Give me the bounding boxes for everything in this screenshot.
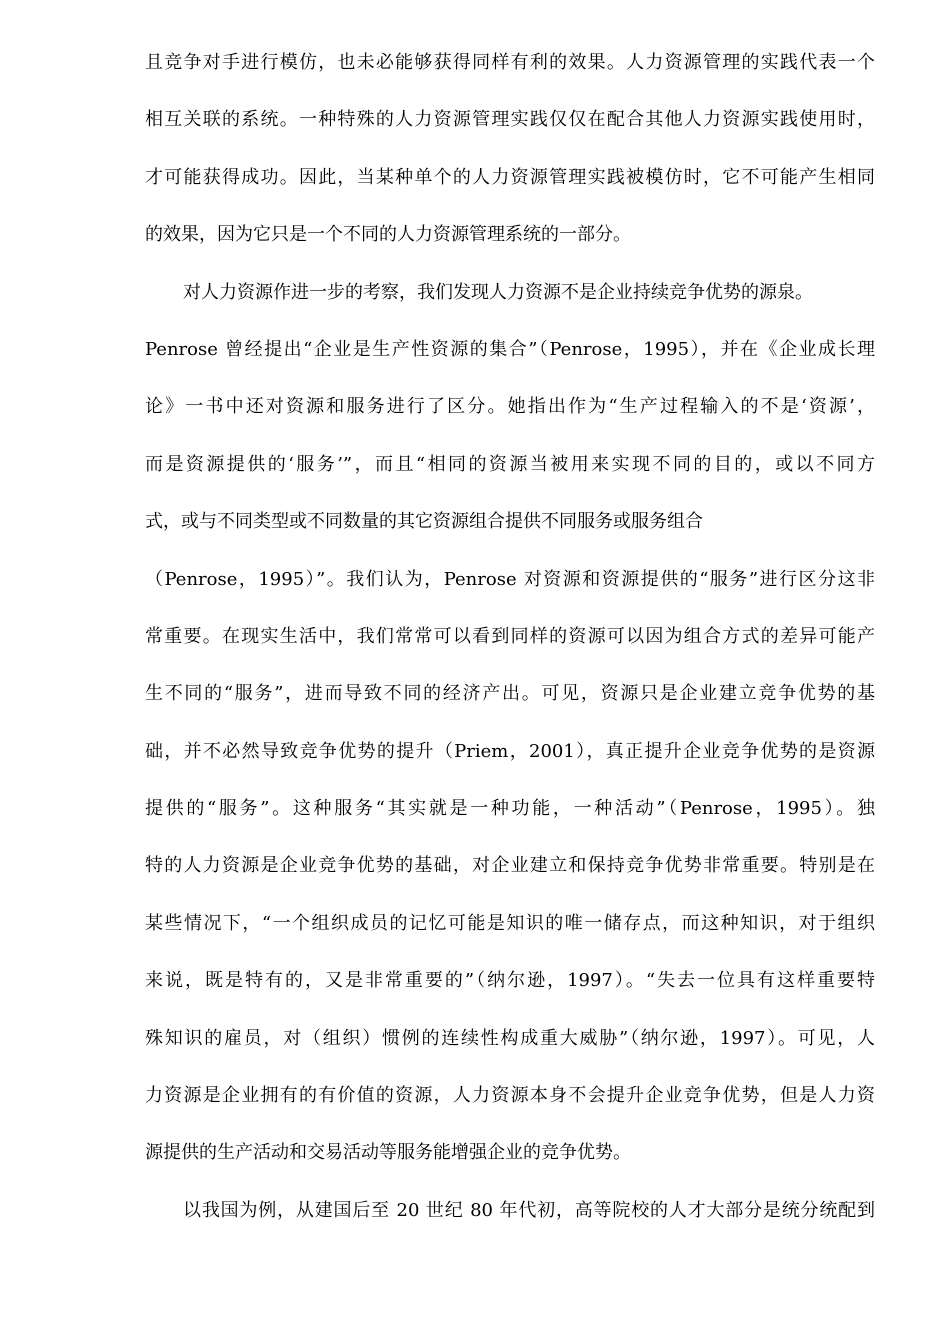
text-line: 源提供的生产活动和交易活动等服务能增强企业的竞争优势。: [145, 1142, 631, 1164]
text-line: 生不同的“服务”，进而导致不同的经济产出。可见，资源只是企业建立竞争优势的基: [145, 683, 875, 705]
text-line: Penrose 曾经提出“企业是生产性资源的集合”（Penrose，1995），并在《企业成长理: [145, 338, 875, 360]
text-line: 相互关联的系统。一种特殊的人力资源管理实践仅仅在配合其他人力资源实践使用时，: [145, 109, 875, 131]
paragraph-start-line: 以我国为例，从建国后至 20 世纪 80 年代初，高等院校的人才大部分是统分统配到: [183, 1199, 875, 1221]
text-line: 且竞争对手进行模仿，也未必能够获得同样有利的效果。人力资源管理的实践代表一个: [145, 52, 875, 73]
text-line: 力资源是企业拥有的有价值的资源，人力资源本身不会提升企业竞争优势，但是人力资: [145, 1085, 875, 1107]
text-line: 常重要。在现实生活中，我们常常可以看到同样的资源可以因为组合方式的差异可能产: [145, 625, 875, 647]
paragraph-start-line: 对人力资源作进一步的考察，我们发现人力资源不是企业持续竞争优势的源泉。: [183, 281, 813, 303]
text-line: 殊知识的雇员，对（组织）惯例的连续性构成重大威胁”（纳尔逊，1997）。可见，人: [145, 1027, 875, 1049]
body-text: [145, 45, 875, 1250]
text-line: （Penrose，1995）”。我们认为，Penrose 对资源和资源提供的“服务”进行区分这非: [145, 568, 875, 590]
text-line: 才可能获得成功。因此，当某种单个的人力资源管理实践被模仿时，它不可能产生相同: [145, 166, 875, 188]
text-line: 来说，既是特有的，又是非常重要的”（纳尔逊，1997）。“失去一位具有这样重要特: [145, 970, 875, 992]
text-line: 论》一书中还对资源和服务进行了区分。她指出作为“生产过程输入的不是‘资源’，: [145, 396, 875, 418]
text-line: 某些情况下，“一个组织成员的记忆可能是知识的唯一储存点，而这种知识，对于组织: [145, 912, 875, 934]
text-line: 而是资源提供的‘服务’”，而且“相同的资源当被用来实现不同的目的，或以不同方: [145, 453, 875, 475]
text-line: 式，或与不同类型或不同数量的其它资源组合提供不同服务或服务组合: [145, 511, 703, 533]
text-line: 特的人力资源是企业竞争优势的基础，对企业建立和保持竞争优势非常重要。特别是在: [145, 855, 875, 877]
text-line: 的效果，因为它只是一个不同的人力资源管理系统的一部分。: [145, 224, 631, 246]
text-line: 提供的“服务”。这种服务“其实就是一种功能，一种活动”（Penrose，1995）。独: [145, 798, 875, 820]
text-line: 础，并不必然导致竞争优势的提升（Priem，2001），真正提升企业竞争优势的是资源: [145, 740, 875, 762]
